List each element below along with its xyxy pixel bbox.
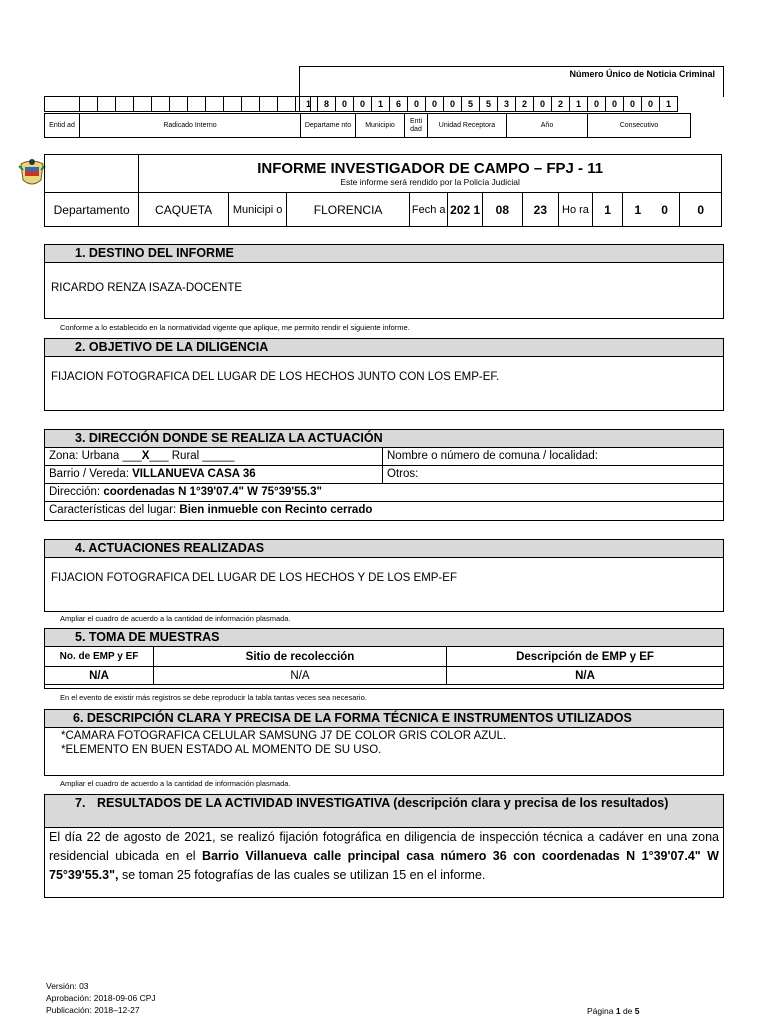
barrio-row <box>45 466 723 484</box>
nunc-digit: 1 <box>372 97 390 112</box>
fecha-mes: 08 <box>482 193 522 227</box>
nunc-digit: 0 <box>444 97 462 112</box>
fecha-dia: 23 <box>522 193 558 227</box>
direccion-row <box>45 484 723 502</box>
comuna-label: Nombre o número de comuna / localidad: <box>387 450 598 462</box>
fecha-anio: 202 1 <box>448 193 482 227</box>
label-consecutivo: Consecutivo <box>588 114 691 138</box>
nunc-label-row <box>44 113 691 138</box>
section-actuaciones <box>44 539 724 612</box>
nunc-digit: 3 <box>498 97 516 112</box>
radicado-boxes <box>44 96 311 112</box>
section-title: 5. TOMA DE MUESTRAS <box>45 629 723 647</box>
zona-cell <box>45 448 383 465</box>
hora-digit: 1 <box>634 202 642 217</box>
title-cell <box>139 155 722 193</box>
objetivo-text: FIJACION FOTOGRAFICA DEL LUGAR DE LOS HECHOS JUNTO CON LOS EMP-EF. <box>51 371 500 383</box>
nunc-digit: 0 <box>408 97 426 112</box>
actuaciones-text: FIJACION FOTOGRAFICA DEL LUGAR DE LOS HECHOS Y DE LOS EMP-EF <box>51 572 457 584</box>
nunc-digit: 2 <box>552 97 570 112</box>
section-title: 1. DESTINO DEL INFORME <box>45 245 723 263</box>
section-direccion <box>44 429 724 521</box>
footer-meta <box>46 980 156 1016</box>
zona-label: Zona: Urbana ___ <box>49 450 142 462</box>
note-ampliar: Ampliar el cuadro de acuerdo a la cantidad de información plasmada. <box>60 779 291 788</box>
hora-digits-mid <box>623 193 680 227</box>
direccion-value: coordenadas N 1°39'07.4" W 75°39'55.3" <box>103 486 322 498</box>
column-header: No. de EMP y EF <box>45 647 154 667</box>
nunc-digit: 6 <box>390 97 408 112</box>
nunc-digit: 1 <box>660 97 678 112</box>
label-radicado: Radicado Interno <box>80 114 301 138</box>
nunc-title-box <box>299 66 724 97</box>
barrio-label: Barrio / Vereda: <box>49 468 133 480</box>
hora-digit: 1 <box>593 193 623 227</box>
zona-x: X <box>141 450 150 462</box>
page-number <box>587 1006 640 1016</box>
barrio-value: VILLANUEVA CASA 36 <box>132 468 256 480</box>
section-title: 4. ACTUACIONES REALIZADAS <box>45 540 723 558</box>
label-anio: Año <box>507 114 588 138</box>
footer-publicacion: Publicación: 2018–12-27 <box>46 1005 140 1015</box>
otros-label: Otros: <box>387 468 419 480</box>
hora-digit: 0 <box>680 193 722 227</box>
page-total: 5 <box>634 1006 640 1016</box>
muestras-table <box>44 646 724 685</box>
note-registros: En el evento de existir más registros se debe reproducir la tabla tantas veces sea necesario. <box>60 693 367 702</box>
form-title: INFORME INVESTIGADOR DE CAMPO – FPJ - 11 <box>257 160 604 177</box>
zona-row <box>45 448 723 466</box>
nunc-digit: 1 <box>570 97 588 112</box>
label-departamento: Departame nto <box>301 114 356 138</box>
nunc-digit: 1 <box>300 97 318 112</box>
barrio-cell <box>45 466 383 483</box>
resultados-p2: se toman 25 fotografías de las cuales se utilizan 15 en el informe. <box>118 868 486 882</box>
section-title: RESULTADOS DE LA ACTIVIDAD INVESTIGATIVA (descripción clara y precisa de los resultados) <box>97 796 669 810</box>
zona-rural: ___ Rural _____ <box>149 450 235 462</box>
note-normatividad: Conforme a lo establecido en la normatividad vigente que aplique, me permito rendir el siguiente informe. <box>60 323 410 332</box>
section-destino <box>44 244 724 319</box>
caracteristicas-row <box>45 502 723 519</box>
nunc-digit: 5 <box>480 97 498 112</box>
nunc-digit-row <box>299 96 678 112</box>
section-resultados <box>44 794 724 898</box>
page-of: de <box>620 1006 635 1016</box>
fecha-label: Fech a <box>409 193 447 227</box>
page-current: 1 <box>615 1006 621 1016</box>
resultados-bold: Barrio Villanueva calle principal casa número 36 con coordenadas N 1°39'07.4" W 75°39'55.3", <box>49 849 719 882</box>
nunc-digit: 0 <box>336 97 354 112</box>
municipio-label: Municipi o <box>228 193 286 227</box>
direccion-label: Dirección: <box>49 486 104 498</box>
hora-digit: 0 <box>661 202 668 217</box>
section-objetivo <box>44 338 724 411</box>
section-title: 6. DESCRIPCIÓN CLARA Y PRECISA DE LA FORMA TÉCNICA E INSTRUMENTOS UTILIZADOS <box>45 710 723 728</box>
form-subtitle: Este informe será rendido por la Policía Judicial <box>340 177 520 187</box>
section-muestras <box>44 628 724 689</box>
page-label: Página <box>587 1006 616 1016</box>
colombia-coat-of-arms-icon <box>17 156 47 192</box>
column-header: Descripción de EMP y EF <box>447 647 724 667</box>
table-cell: N/A <box>154 667 447 685</box>
nunc-digit: 8 <box>318 97 336 112</box>
note-ampliar: Ampliar el cuadro de acuerdo a la cantidad de información plasmada. <box>60 614 291 623</box>
table-cell: N/A <box>45 667 154 685</box>
descripcion-line: *ELEMENTO EN BUEN ESTADO AL MOMENTO DE SU USO. <box>61 744 382 756</box>
caracteristicas-label: Características del lugar: <box>49 504 180 516</box>
form-header-table <box>44 154 722 227</box>
nunc-digit: 0 <box>354 97 372 112</box>
section-number: 7. <box>75 796 86 810</box>
logo-cell <box>45 155 139 193</box>
nunc-title: Número Único de Noticia Criminal <box>569 69 715 79</box>
table-cell: N/A <box>447 667 724 685</box>
column-header: Sitio de recolección <box>154 647 447 667</box>
caracteristicas-value: Bien inmueble con Recinto cerrado <box>179 504 373 516</box>
nunc-digit: 2 <box>516 97 534 112</box>
footer-aprobacion: Aprobación: 2018-09-06 CPJ <box>46 993 156 1003</box>
section-descripcion <box>44 709 724 776</box>
nunc-digit: 0 <box>624 97 642 112</box>
descripcion-body <box>45 728 723 761</box>
resultados-text <box>45 828 723 885</box>
hora-label: Ho ra <box>558 193 592 227</box>
destino-text: RICARDO RENZA ISAZA-DOCENTE <box>51 282 243 294</box>
descripcion-line: *CAMARA FOTOGRAFICA CELULAR SAMSUNG J7 DE COLOR GRIS COLOR AZUL. <box>61 730 507 742</box>
resultados-header <box>45 795 723 828</box>
departamento-label: Departamento <box>45 193 139 227</box>
resultados-p1: El día 22 de agosto de 2021, se realizó fijación fotográfica en diligencia de inspección técnica a cadáver en una zona residencial ubicada en el <box>49 830 719 863</box>
label-municipio: Municipio <box>356 114 405 138</box>
departamento-value: CAQUETA <box>139 193 229 227</box>
nunc-digit: 0 <box>426 97 444 112</box>
section-title: 2. OBJETIVO DE LA DILIGENCIA <box>45 339 723 357</box>
section-title: 3. DIRECCIÓN DONDE SE REALIZA LA ACTUACIÓN <box>45 430 723 448</box>
nunc-digit: 0 <box>606 97 624 112</box>
municipio-value: FLORENCIA <box>287 193 410 227</box>
nunc-digit: 0 <box>642 97 660 112</box>
label-unidad: Unidad Receptora <box>428 114 507 138</box>
nunc-digit: 5 <box>462 97 480 112</box>
nunc-digit: 0 <box>534 97 552 112</box>
label-entidad: Enti dad <box>405 114 428 138</box>
label-entidad-left: Entid ad <box>45 114 80 138</box>
nunc-digit: 0 <box>588 97 606 112</box>
footer-version: Versión: 03 <box>46 981 89 991</box>
